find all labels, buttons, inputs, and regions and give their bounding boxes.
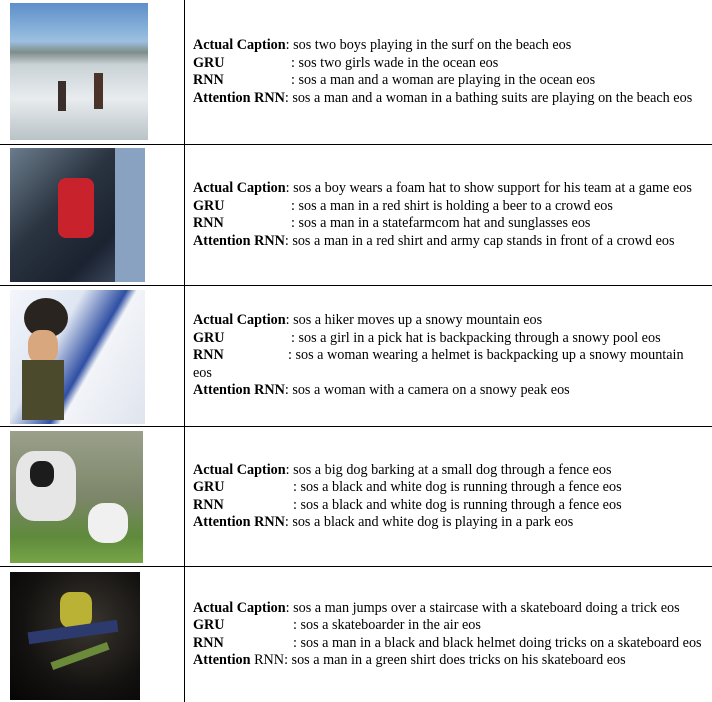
gru-label: GRU bbox=[193, 329, 225, 346]
gru-caption-text: : sos two girls wade in the ocean eos bbox=[291, 54, 499, 71]
foam-hat-fan-photo bbox=[10, 148, 145, 282]
column-divider bbox=[184, 0, 185, 702]
actual-caption-text: : sos a big dog barking at a small dog through a fence eos bbox=[285, 461, 612, 478]
gru-caption-text: : sos a man in a red shirt is holding a beer to a crowd eos bbox=[291, 197, 613, 214]
attention-rnn-label: Attention RNN bbox=[193, 514, 285, 530]
actual-caption-text: : sos a man jumps over a staircase with a skateboard doing a trick eos bbox=[285, 599, 680, 616]
actual-caption-label: Actual Caption bbox=[193, 37, 286, 53]
rnn-plain-label: RNN bbox=[254, 652, 285, 668]
attention-label: Attention bbox=[193, 652, 251, 668]
attention-rnn-label: Attention RNN bbox=[193, 232, 285, 249]
attention-rnn-caption-text: : sos a man in a red shirt and army cap stands in front of a crowd eos bbox=[284, 232, 675, 249]
rnn-label: RNN bbox=[193, 347, 224, 364]
beach-boys-photo bbox=[10, 3, 148, 140]
rnn-label: RNN bbox=[193, 496, 224, 513]
gru-caption-text: : sos a girl in a pick hat is backpacking through a snowy pool eos bbox=[291, 329, 661, 346]
attention-rnn-label: Attention RNN bbox=[193, 89, 285, 106]
rnn-label: RNN bbox=[193, 634, 224, 651]
caption-cell bbox=[193, 567, 705, 702]
snowy-hiker-photo bbox=[10, 290, 145, 424]
actual-caption-label: Actual Caption bbox=[193, 599, 286, 616]
rnn-caption-text: : sos a man in a statefarmcom hat and sunglasses eos bbox=[291, 215, 591, 231]
rnn-label: RNN bbox=[193, 72, 224, 88]
actual-caption-label: Actual Caption bbox=[193, 461, 286, 478]
actual-caption-text: : sos a hiker moves up a snowy mountain eos bbox=[285, 312, 543, 329]
caption-cell bbox=[193, 0, 705, 144]
rnn-label: RNN bbox=[193, 215, 224, 231]
attention-rnn-caption-text: : sos a black and white dog is playing in a park eos bbox=[284, 514, 574, 530]
caption-cell bbox=[193, 145, 705, 285]
gru-label: GRU bbox=[193, 617, 225, 633]
actual-caption-label: Actual Caption bbox=[193, 180, 286, 196]
dogs-fence-photo bbox=[10, 431, 143, 563]
rnn-caption-text: : sos a man and a woman are playing in the ocean eos bbox=[291, 72, 596, 88]
attention-rnn-caption-text: : sos a man and a woman in a bathing suits are playing on the beach eos bbox=[284, 89, 693, 106]
actual-caption-text: : sos a boy wears a foam hat to show support for his team at a game eos bbox=[285, 180, 692, 196]
actual-caption-text: : sos two boys playing in the surf on the beach eos bbox=[285, 37, 572, 53]
caption-cell bbox=[193, 427, 705, 566]
attention-rnn-caption-text: : sos a man in a green shirt does tricks on his skateboard eos bbox=[284, 652, 626, 668]
attention-rnn-caption-text: : sos a woman with a camera on a snowy peak eos bbox=[284, 382, 570, 399]
gru-label: GRU bbox=[193, 479, 225, 495]
rnn-caption-text: : sos a black and white dog is running through a fence eos bbox=[293, 496, 622, 513]
rnn-caption-text: : sos a man in a black and black helmet doing tricks on a skateboard eos bbox=[293, 634, 702, 651]
attention-rnn-label: Attention RNN bbox=[193, 382, 285, 399]
skateboard-trick-photo bbox=[10, 572, 140, 700]
gru-caption-text: : sos a skateboarder in the air eos bbox=[293, 617, 481, 633]
gru-label: GRU bbox=[193, 54, 225, 71]
caption-cell bbox=[193, 286, 705, 426]
gru-label: GRU bbox=[193, 197, 225, 214]
actual-caption-label: Actual Caption bbox=[193, 312, 286, 329]
gru-caption-text: : sos a black and white dog is running through a fence eos bbox=[293, 479, 622, 495]
rnn-caption-text: : sos a woman wearing a helmet is backpacking up a snowy mountain eos bbox=[193, 347, 684, 381]
